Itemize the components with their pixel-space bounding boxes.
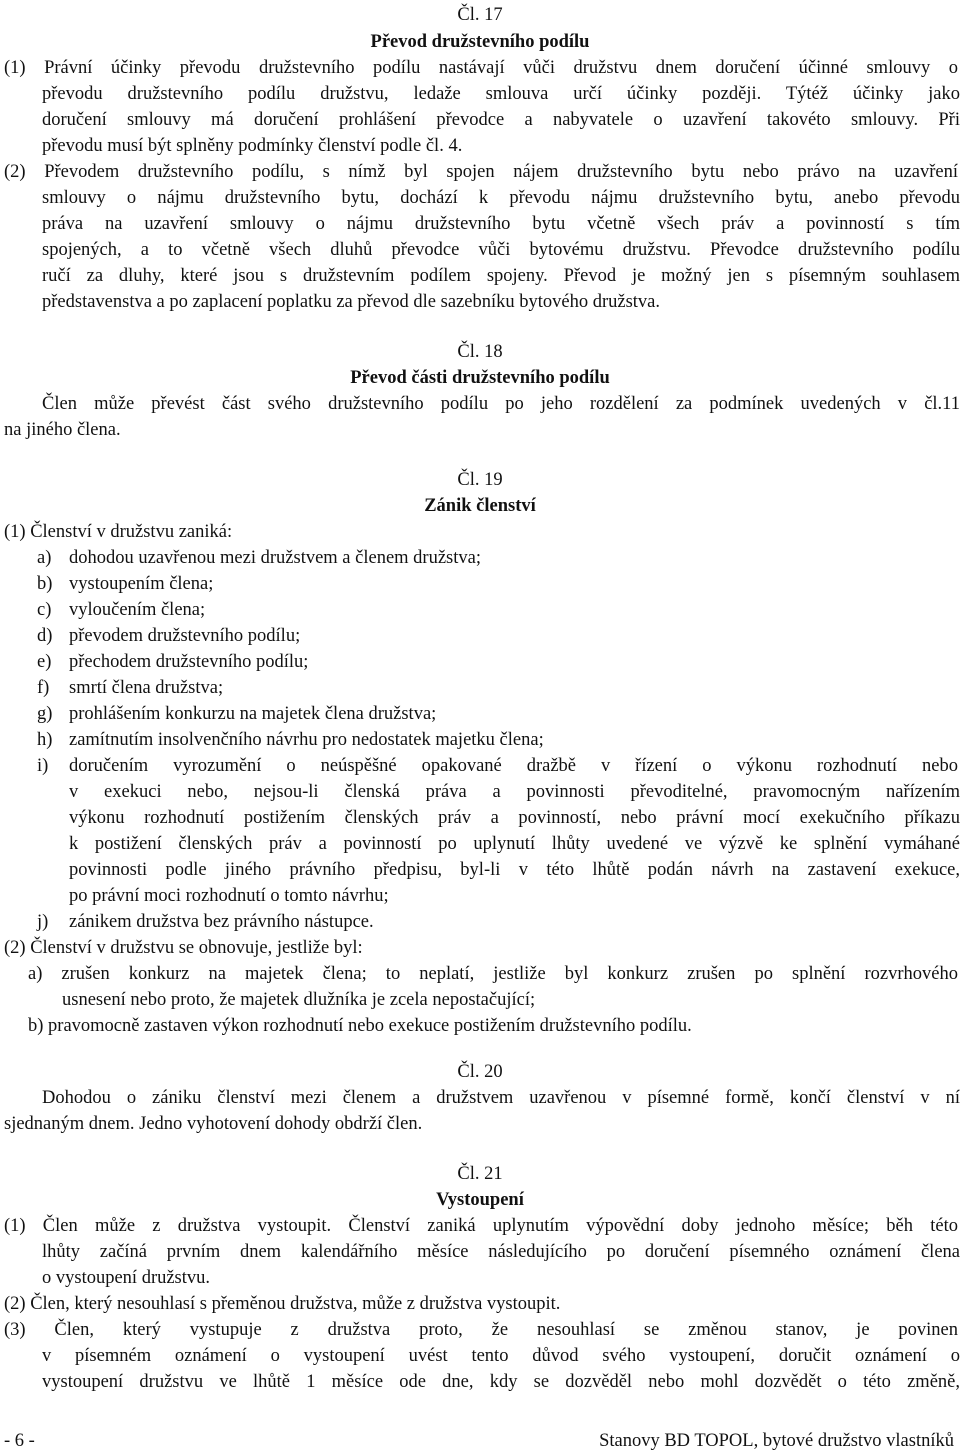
article-18-line: Člen může převést část svého družstevního podílu po jeho rozdělení za podmínek uvedených v čl.11 bbox=[42, 394, 960, 414]
article-20-line: Dohodou o zániku členství mezi členem a družstvem uzavřenou v písemné formě, končí členství v ní bbox=[42, 1088, 960, 1108]
list-item: a) dohodou uzavřenou mezi družstvem a členem družstva; bbox=[37, 548, 481, 568]
article-21-p3-line: vystoupení družstvu ve lhůtě 1 měsíce ode dne, kdy se dozvěděl nebo mohl dozvědět o této změně, bbox=[42, 1372, 960, 1392]
article-17-p2-line: práva na uzavření smlouvy o nájmu družstevního bytu včetně všech práv a povinností s tím bbox=[42, 214, 960, 234]
list-item-i-continuation: k postižení členských práv a povinností po uplynutí lhůty uvedené ve výzvě ke splnění vymáhané bbox=[69, 834, 960, 854]
list-item: e) přechodem družstevního podílu; bbox=[37, 652, 309, 672]
article-19-p1-intro: (1) Členství v družstvu zaniká: bbox=[4, 522, 233, 542]
article-21-p3-line: (3) Člen, který vystupuje z družstva proto, že nesouhlasí se změnou stanov, je povinen bbox=[4, 1320, 958, 1340]
article-21-p3-line: v písemném oznámení o vystoupení uvést tento důvod svého vystoupení, doručit oznámení o bbox=[42, 1346, 960, 1366]
article-17-p2-line: ručí za dluhy, které jsou s družstevním podílem spojeny. Převod je možný jen s písemným souhlasem bbox=[42, 266, 960, 286]
article-17-title: Převod družstevního podílu bbox=[370, 32, 590, 52]
list-item: f) smrtí člena družstva; bbox=[37, 678, 224, 698]
list-item: g) prohlášením konkurzu na majetek člena družstva; bbox=[37, 704, 437, 724]
page-number: - 6 - bbox=[4, 1431, 35, 1451]
article-17-p2-line: spojených, a to včetně všech dluhů převodce vůči bytovému družstvu. Převodce družstevního podílu bbox=[42, 240, 960, 260]
article-21-p2: (2) Člen, který nesouhlasí s přeměnou družstva, může z družstva vystoupit. bbox=[4, 1294, 561, 1314]
article-21-title: Vystoupení bbox=[436, 1190, 524, 1210]
article-17-p1-line: doručení smlouvy má doručení prohlášení převodce a nabyvatele o uzavření takovéto smlouvy. Při bbox=[42, 110, 960, 130]
article-20-number: Čl. 20 bbox=[457, 1062, 503, 1082]
article-18-number: Čl. 18 bbox=[457, 342, 503, 362]
article-17-p2-line: (2) Převodem družstevního podílu, s nímž byl spojen nájem družstevního bytu nebo právo na uzavření bbox=[4, 162, 958, 182]
list-item: d) převodem družstevního podílu; bbox=[37, 626, 301, 646]
article-19-p2-item: a) zrušen konkurz na majetek člena; to neplatí, jestliže byl konkurz zrušen po splnění rozvrhového bbox=[28, 964, 958, 984]
article-17-p1-line: (1) Právní účinky převodu družstevního podílu nastávají vůči družstvu dnem doručení účinné smlouvy o bbox=[4, 58, 958, 78]
article-20-line: sjednaným dnem. Jedno vyhotovení dohody obdrží člen. bbox=[4, 1114, 423, 1134]
article-19-p2-item: usnesení nebo proto, že majetek dlužníka je zcela nepostačující; bbox=[62, 990, 536, 1010]
list-item: h) zamítnutím insolvenčního návrhu pro nedostatek majetku člena; bbox=[37, 730, 544, 750]
list-item-i-continuation: povinnosti podle jiného právního předpisu, byl-li v této lhůtě podán návrh na zastavení exekuce, bbox=[69, 860, 960, 880]
article-19-number: Čl. 19 bbox=[457, 470, 503, 490]
list-item: c) vyloučením člena; bbox=[37, 600, 206, 620]
list-item: b) vystoupením člena; bbox=[37, 574, 214, 594]
article-21-p1-line: lhůty začíná prvním dnem kalendářního měsíce následujícího po doručení písemného oznámení člena bbox=[42, 1242, 960, 1262]
article-21-p1-line: (1) Člen může z družstva vystoupit. Členství zaniká uplynutím výpovědní doby jednoho měsíce; běh této bbox=[4, 1216, 958, 1236]
article-19-p2-item: b) pravomocně zastaven výkon rozhodnutí nebo exekuce postižením družstevního podílu. bbox=[28, 1016, 692, 1036]
article-17-number: Čl. 17 bbox=[457, 5, 503, 25]
article-21-p1-line: o vystoupení družstvu. bbox=[42, 1268, 211, 1288]
article-17-p1-line: převodu musí být splněny podmínky členství podle čl. 4. bbox=[42, 136, 463, 156]
article-18-title: Převod části družstevního podílu bbox=[350, 368, 610, 388]
list-item-i-continuation: výkonu rozhodnutí postižením členských práv a povinností, nebo právní mocí exekučního příkazu bbox=[69, 808, 960, 828]
list-item: j) zánikem družstva bez právního nástupce. bbox=[37, 912, 374, 932]
list-item-i-continuation: po právní moci rozhodnutí o tomto návrhu; bbox=[69, 886, 389, 906]
article-19-title: Zánik členství bbox=[424, 496, 536, 516]
article-19-p2-intro: (2) Členství v družstvu se obnovuje, jestliže byl: bbox=[4, 938, 363, 958]
list-item: i) doručením vyrozumění o neúspěšné opakované dražbě v řízení o výkonu rozhodnutí nebo bbox=[37, 756, 958, 776]
article-18-line: na jiného člena. bbox=[4, 420, 121, 440]
article-17-p1-line: převodu družstevního podílu družstvu, ledaže smlouva určí účinky později. Týtéž účinky jako bbox=[42, 84, 960, 104]
article-17-p2-line: smlouvy o nájmu družstevního bytu, dochází k převodu nájmu družstevního bytu, anebo převodu bbox=[42, 188, 960, 208]
article-17-p2-line: představenstva a po zaplacení poplatku za převod dle sazebníku bytového družstva. bbox=[42, 292, 660, 312]
article-21-number: Čl. 21 bbox=[457, 1164, 503, 1184]
footer-title: Stanovy BD TOPOL, bytové družstvo vlastníků bbox=[599, 1431, 954, 1451]
list-item-i-continuation: v exekuci nebo, nejsou-li členská práva a povinnosti převoditelné, pravomocným nařízením bbox=[69, 782, 960, 802]
